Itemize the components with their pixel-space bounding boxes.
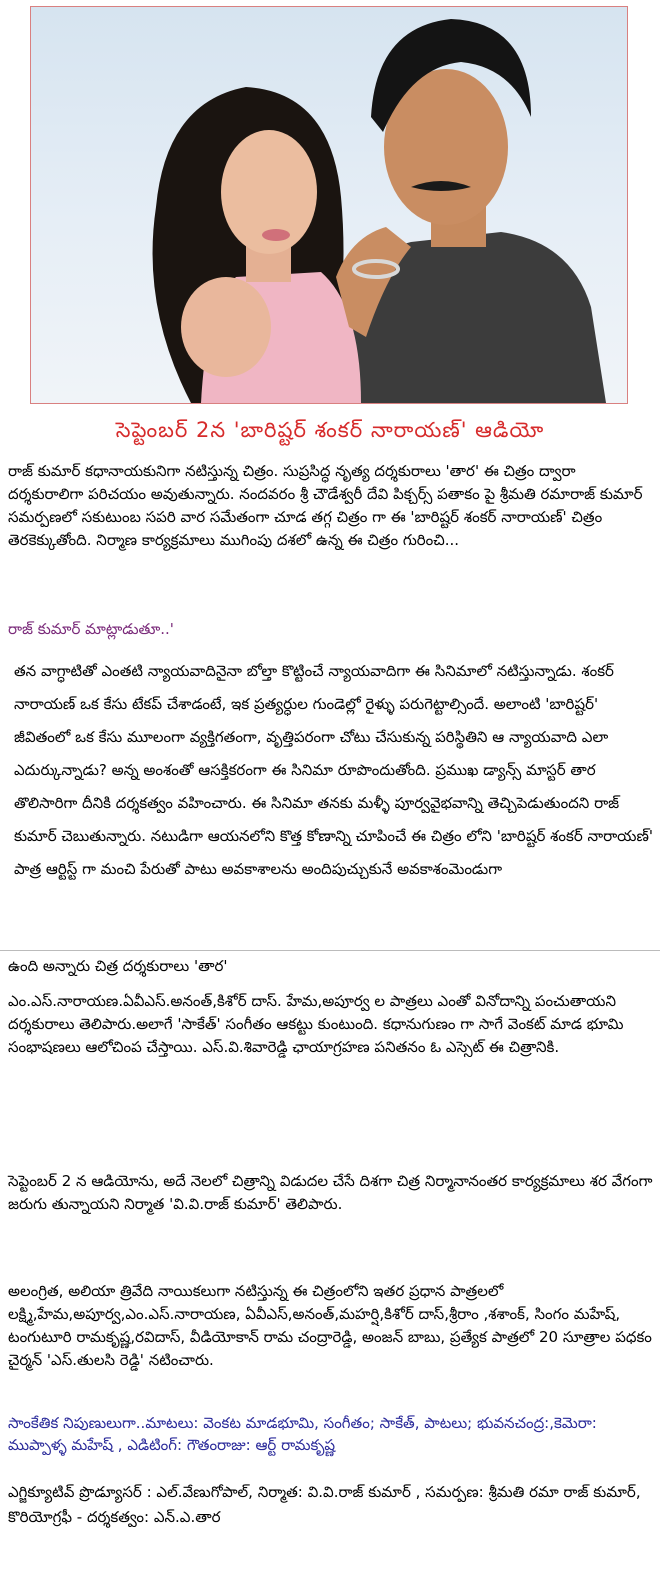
technicians-paragraph: సాంకేతిక నిపుణులుగా..మాటలు: వెంకట మాడభూమి, సంగీతం; సాకేత్, పాటలు; భువనచంద్ర:,కెమెరా: ముప్పాళ్ళ మహేష్ , ఎడిటింగ్: గౌతంరాజు: ఆర్ట్ రామకృష్ణ	[8, 1414, 597, 1454]
film-still-photo	[30, 6, 628, 404]
continuation-line: ఉంది అన్నారు చిత్ర దర్శకురాలు 'తార'	[8, 957, 228, 975]
speaker-line: రాజ్ కుమార్ మాట్లాడుతూ..'	[8, 620, 174, 638]
quote-paragraph: తన వాగ్ధాటితో ఎంతటి న్యాయవాదినైనా బోల్తా కొట్టించే న్యాయవాదిగా ఈ సినిమాలో నటిస్తున్నాడు. శంకర్ నారాయణ్ ఒక కేసు టేకప్ చేశాడంటే, ఇక ప్రత్యర్ధుల గుండెల్లో రైళ్ళు పరుగెట్టాల్సిందే. అలాంటి 'బారిష్టర్' జీవితంలో ఒక కేసు మూలంగా వ్యక్తిగతంగా, వృత్తిపరంగా చోటు చేసుకున్న పరిస్థితిని ఆ న్యాయవాది ఎలా ఎదుర్కున్నాడు? అన్న అంశంతో ఆసక్తికరంగా ఈ సినిమా రూపొందుతోంది. ప్రముఖ డ్యాన్స్ మాస్టర్ తార తొలిసారిగా దీనికి దర్శకత్వం వహించారు. ఈ సినిమా తనకు మళ్ళీ పూర్వవైభవాన్ని తెచ్చిపెడుతుందని రాజ్ కుమార్ చెబుతున్నారు. నటుడిగా ఆయనలోని కొత్త కోణాన్ని చూపించే ఈ చిత్రం లోని 'బారిష్టర్ శంకర్ నారాయణ్' పాత్ర ఆర్టిస్ట్ గా మంచి పేరుతో పాటు అవకాశాలను అందిపుచ్చుకునే అవకాశంమెండుగా	[14, 662, 653, 878]
intro-paragraph: రాజ్ కుమార్ కధానాయకునిగా నటిస్తున్న చిత్రం. సుప్రసిద్ధ నృత్య దర్శకురాలు 'తార' ఈ చిత్రం ద్వారా దర్శకురాలిగా పరిచయం అవుతున్నారు. నందవరం శ్రీ చౌడేశ్వరీ దేవి పిక్చర్స్ పతాకం పై శ్రీమతి రమారాజ్ కుమార్ సమర్పణలో సకుటుంబ సపరి వార సమేతంగా చూడ తగ్గ చిత్రం గా ఈ 'బారిష్టర్ శంకర్ నారాయణ్' చిత్రం తెరకెక్కుతోంది. నిర్మాణ కార్యక్రమాలు ముగింపు దశలో ఉన్న ఈ చిత్రం గురించి...	[8, 462, 643, 549]
cast-list-paragraph: అలంగ్రిత, అలియా త్రివేది నాయికలుగా నటిస్తున్న ఈ చిత్రంలోని ఇతర ప్రధాన పాత్రలలో లక్ష్మి,హేమ,అపూర్వ,ఎం.ఎస్.నారాయణ, ఏవీఎస్,అనంత్,మహర్షి,కిశోర్ దాస్,శ్రీరాం ,శశాంక్, సింగం మహేష్, టంగుటూరి రామకృష్ణ,రవిదాస్, వీడియోకాన్ రామ చంద్రారెడ్డి, అంజన్ బాబు, ప్రత్యేక పాత్రలో 20 సూత్రాల పధకం చైర్మన్ 'ఎస్.తులసి రెడ్డి' నటించారు.	[8, 1282, 652, 1369]
film-still-illustration	[31, 7, 627, 403]
credits-paragraph: ఎగ్జిక్యూటివ్ ప్రొడ్యూసర్ : ఎల్.వేణుగోపాల్, నిర్మాత: వి.వి.రాజ్ కుమార్ , సమర్పణ: శ్రీమతి రమా రాజ్ కుమార్, కొరియోగ్రఫీ - దర్శకత్వం: ఎన్.ఎ.తార	[8, 1483, 641, 1526]
article-headline: సెప్టెంబర్ 2న 'బారిష్టర్ శంకర్ నారాయణ్' ఆడియో	[115, 418, 545, 442]
cast-music-paragraph: ఎం.ఎస్.నారాయణ.ఏవీఎస్.అనంత్,కిశోర్ దాస్. హేమ,అపూర్వ ల పాత్రలు ఎంతో వినోదాన్ని పంచుతాయని దర్శకురాలు తెలిపారు.అలాగే 'సాకేత్' సంగీతం ఆకట్టు కుంటుంది. కధానుగుణం గా సాగే వెంకట్ మాడ భూమి సంభాషణలు ఆలోచింప చేస్తాయి. ఎస్.వి.శివారెడ్డి ఛాయాగ్రహణ పనితనం ఓ ఎస్సెట్ ఈ చిత్రానికి.	[8, 992, 624, 1056]
section-divider	[0, 950, 660, 951]
release-paragraph: సెప్టెంబర్ 2 న ఆడియోను, అదే నెలలో చిత్రాన్ని విడుదల చేసే దిశగా చిత్ర నిర్మానానంతర కార్యక్రమాలు శర వేగంగా జరుగు తున్నాయని నిర్మాత 'వి.వి.రాజ్ కుమార్' తెలిపారు.	[8, 1172, 653, 1213]
